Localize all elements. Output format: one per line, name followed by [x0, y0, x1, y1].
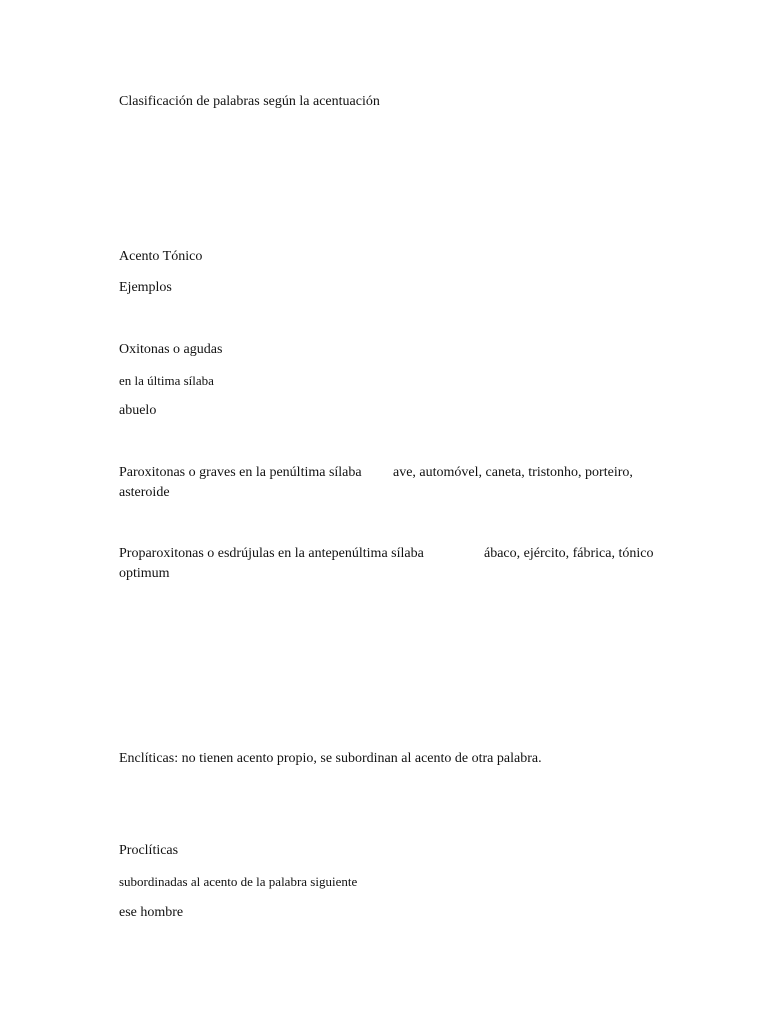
proparoxitonas-examples: ábaco, ejército, fábrica, tónico: [484, 546, 654, 561]
section-heading-acento-tonico: Acento Tónico: [119, 249, 203, 264]
oxitonas-example: abuelo: [119, 403, 157, 418]
procliticas-rule: subordinadas al acento de la palabra siguiente: [119, 874, 358, 889]
paroxitonas-label: Paroxitonas o graves en la penúltima sílaba: [119, 465, 362, 480]
section-heading-ejemplos: Ejemplos: [119, 280, 172, 295]
paroxitonas-examples-continued: asteroide: [119, 485, 170, 500]
procliticas-example: ese hombre: [119, 905, 184, 920]
oxitonas-rule: en la última sílaba: [119, 373, 214, 388]
proparoxitonas-examples-continued: optimum: [119, 566, 170, 581]
procliticas-heading: Proclíticas: [119, 843, 179, 858]
proparoxitonas-label: Proparoxitonas o esdrújulas en la antepenúltima sílaba: [119, 546, 424, 561]
oxitonas-heading: Oxitonas o agudas: [119, 342, 223, 357]
paroxitonas-examples: ave, automóvel, caneta, tristonho, porteiro,: [393, 465, 633, 480]
document-title: Clasificación de palabras según la acentuación: [119, 94, 380, 109]
encliticas-definition: Enclíticas: no tienen acento propio, se subordinan al acento de otra palabra.: [119, 751, 542, 766]
